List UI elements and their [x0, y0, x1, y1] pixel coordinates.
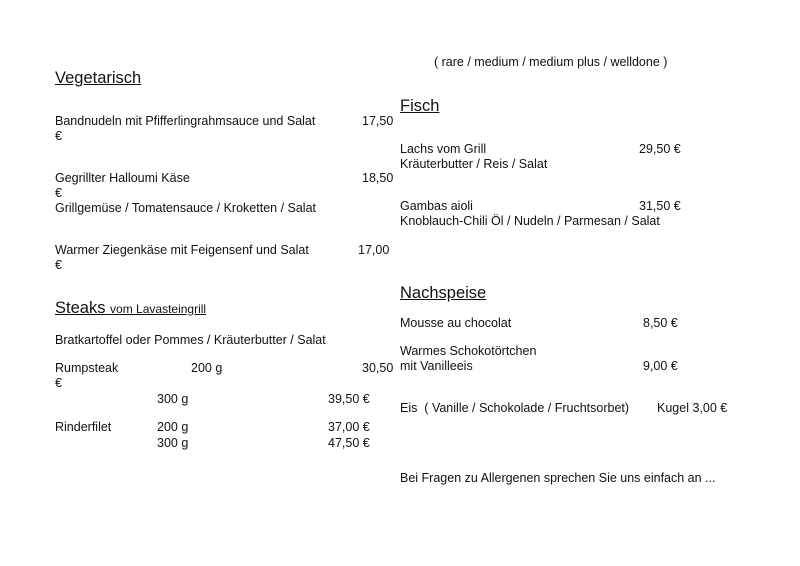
- rinderfilet-weight-2: 300 g: [157, 436, 189, 450]
- veg-item-2-name: Gegrillter Halloumi Käse: [55, 171, 190, 185]
- dessert-item-1-price: 8,50 €: [643, 316, 678, 330]
- fisch-item-1-name: Lachs vom Grill: [400, 142, 487, 156]
- dessert-item-2-name-line2: mit Vanilleeis: [400, 359, 473, 373]
- allergen-note: Bei Fragen zu Allergenen sprechen Sie uns einfach an ...: [400, 471, 716, 485]
- rinderfilet-name: Rinderfilet: [55, 420, 112, 434]
- rumpsteak-price-1: 30,50: [362, 361, 394, 375]
- vegetarisch-heading: Vegetarisch: [55, 69, 142, 87]
- veg-item-2-detail: Grillgemüse / Tomatensauce / Kroketten / Salat: [55, 201, 317, 215]
- steaks-subheading: vom Lavasteingrill: [110, 302, 207, 316]
- veg-item-1-currency: €: [55, 129, 62, 143]
- dessert-item-2-price: 9,00 €: [643, 359, 678, 373]
- doneness-note: ( rare / medium / medium plus / welldone ): [434, 55, 668, 69]
- steaks-sides: Bratkartoffel oder Pommes / Kräuterbutter / Salat: [55, 333, 326, 347]
- dessert-item-3-price: Kugel 3,00 €: [657, 401, 728, 415]
- rinderfilet-price-1: 37,00 €: [328, 420, 370, 434]
- veg-item-1-price: 17,50: [362, 114, 394, 128]
- dessert-item-1-name: Mousse au chocolat: [400, 316, 512, 330]
- veg-item-3-price: 17,00: [358, 243, 390, 257]
- fisch-item-2-name: Gambas aioli: [400, 199, 473, 213]
- fisch-item-2-price: 31,50 €: [639, 199, 681, 213]
- rumpsteak-price-2: 39,50 €: [328, 392, 370, 406]
- fisch-heading: Fisch: [400, 97, 440, 115]
- fisch-item-1-price: 29,50 €: [639, 142, 681, 156]
- veg-item-2-price: 18,50: [362, 171, 394, 185]
- veg-item-1-name: Bandnudeln mit Pfifferlingrahmsauce und Salat: [55, 114, 316, 128]
- rinderfilet-weight-1: 200 g: [157, 420, 189, 434]
- dessert-item-2-name: Warmes Schokotörtchen: [400, 344, 537, 358]
- rinderfilet-price-2: 47,50 €: [328, 436, 370, 450]
- rumpsteak-weight-1: 200 g: [191, 361, 223, 375]
- steaks-heading: [55, 298, 206, 319]
- dessert-item-3-name: [400, 401, 629, 416]
- veg-item-3-name: Warmer Ziegenkäse mit Feigensenf und Salat: [55, 243, 309, 257]
- steaks-heading-title: Steaks: [55, 299, 106, 317]
- nachspeise-heading: Nachspeise: [400, 284, 487, 302]
- veg-item-3-currency: €: [55, 258, 62, 272]
- fisch-item-2-detail: Knoblauch-Chili Öl / Nudeln / Parmesan / Salat: [400, 214, 660, 228]
- fisch-item-1-detail: Kräuterbutter / Reis / Salat: [400, 157, 548, 171]
- veg-item-2-currency: €: [55, 186, 62, 200]
- rumpsteak-name: Rumpsteak: [55, 361, 119, 375]
- dessert-item-3-label: Eis ( Vanille / Schokolade / Fruchtsorbet): [400, 401, 630, 415]
- rumpsteak-currency: €: [55, 376, 62, 390]
- rumpsteak-weight-2: 300 g: [157, 392, 189, 406]
